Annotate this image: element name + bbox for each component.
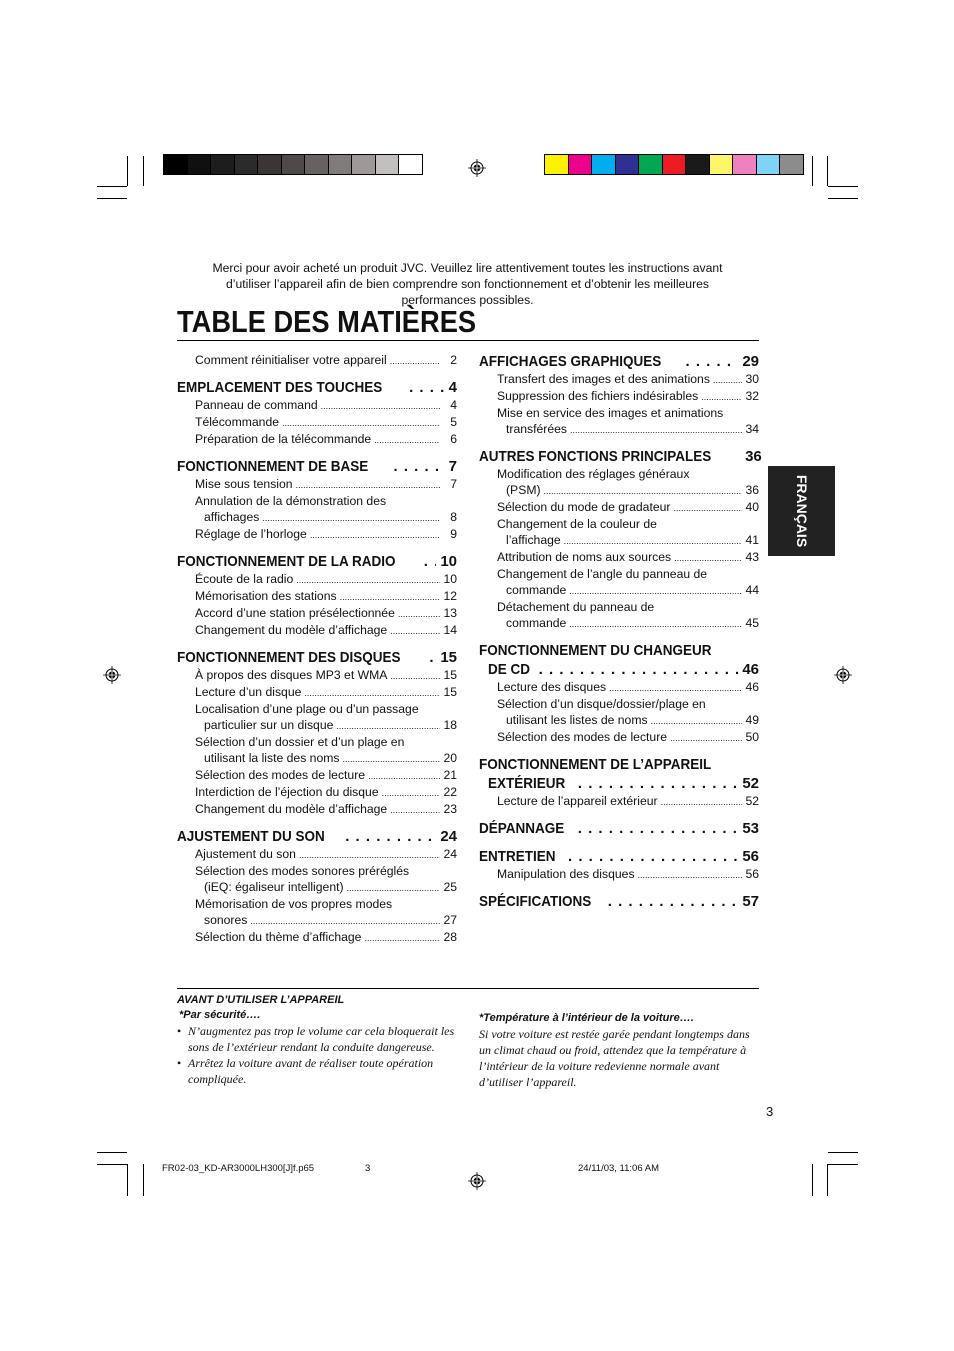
toc-item-label: sonores [204, 913, 248, 927]
leader-dots [390, 668, 440, 684]
toc-item-page: 27 [443, 913, 457, 927]
crop-mark [143, 1164, 144, 1196]
toc-item-label: Changement du modèle d’affichage [195, 623, 388, 637]
toc-item-page: 20 [443, 751, 457, 765]
toc-item [177, 605, 457, 622]
leader-dots [609, 680, 742, 696]
toc-item [177, 750, 457, 767]
toc-item [479, 712, 759, 729]
language-tab-label: FRANÇAIS [793, 474, 810, 548]
toc-item-label: Télécommande [195, 415, 279, 429]
toc-item-page: 15 [443, 668, 457, 682]
color-swatch [779, 155, 803, 174]
leader-dots [569, 583, 742, 599]
toc-section-page: 24 [440, 828, 457, 845]
toc-section-page: 7 [448, 458, 457, 475]
toc-item [177, 912, 457, 929]
toc-item [177, 667, 457, 684]
toc-section-page: 10 [440, 553, 457, 570]
leader-dots [382, 785, 440, 801]
toc-section-heading [177, 827, 457, 846]
color-swatch [234, 155, 258, 174]
toc-item [177, 879, 457, 896]
toc-section-page: 36 [745, 448, 762, 465]
safety-notes [177, 993, 457, 1087]
color-swatch [638, 155, 662, 174]
leader-dots [608, 892, 739, 911]
leader-dots [674, 550, 742, 566]
leader-dots [296, 572, 440, 588]
toc-item [479, 388, 759, 405]
toc-item-page: 4 [450, 398, 457, 412]
toc-section-page: 52 [742, 775, 759, 792]
safety-bullet: • Arrêtez la voiture avant de réaliser toute opération compliquée. [177, 1055, 457, 1087]
toc-section-heading [479, 774, 759, 793]
toc-item-label: Lecture d’un disque [195, 685, 302, 699]
color-swatch [398, 155, 422, 174]
toc-item-label: À propos des disques MP3 et WMA [195, 668, 388, 682]
toc-item [479, 549, 759, 566]
toc-item-page: 23 [443, 802, 457, 816]
leader-dots [345, 827, 436, 846]
leader-dots [390, 353, 440, 369]
toc-section-page: 15 [440, 649, 457, 666]
safety-bullet: • N’augmentez pas trop le volume car cela bloquerait les sons de l’extérieur rendant la conduite dangereuse. [177, 1023, 457, 1055]
crop-mark [97, 198, 127, 199]
toc-item-page: 25 [443, 880, 457, 894]
leader-dots [282, 415, 440, 431]
toc-section-title: EXTÉRIEUR [488, 775, 566, 792]
toc-item [177, 801, 457, 818]
toc-item [177, 588, 457, 605]
leader-dots [409, 378, 445, 397]
toc-item-page: 28 [443, 930, 457, 944]
toc-section-title: ENTRETIEN [479, 848, 556, 865]
leader-dots [364, 930, 440, 946]
toc-section [177, 827, 457, 946]
toc-item-label: Suppression des fichiers indésirables [497, 389, 699, 403]
crop-mark [828, 1152, 858, 1153]
page-number: 3 [766, 1104, 774, 1119]
toc-item [177, 684, 457, 701]
color-swatch [545, 155, 568, 174]
color-swatch [187, 155, 211, 174]
toc-item [177, 929, 457, 946]
toc-item [479, 615, 759, 632]
toc-section-title: FONCTIONNEMENT DES DISQUES [177, 649, 401, 666]
toc-section-heading [479, 847, 759, 866]
toc-section-heading [479, 641, 759, 660]
crop-mark [127, 1164, 128, 1196]
toc-item-page: 12 [443, 589, 457, 603]
toc-item-line: Changement de l’angle du panneau de [497, 567, 708, 581]
toc-item [177, 717, 457, 734]
color-swatch [164, 155, 187, 174]
toc-section-heading [177, 378, 457, 397]
toc-item [177, 509, 457, 526]
toc-item-label: Écoute de la radio [195, 572, 294, 586]
color-swatch [375, 155, 399, 174]
crop-mark [97, 1164, 127, 1165]
crop-mark [812, 156, 813, 186]
leader-dots [374, 432, 440, 448]
toc-item [479, 729, 759, 746]
toc-item-label: l’affichage [506, 533, 561, 547]
toc-item-label: Sélection du thème d’affichage [195, 930, 362, 944]
toc-section-title: FONCTIONNEMENT DE LA RADIO [177, 553, 396, 570]
color-swatch [709, 155, 733, 174]
toc-item-line: Détachement du panneau de [497, 600, 655, 614]
crop-mark [97, 186, 127, 187]
color-swatch [615, 155, 639, 174]
toc-right-column [479, 352, 762, 911]
toc-section-heading [177, 457, 457, 476]
toc-section-page: 29 [742, 353, 759, 370]
leader-dots [347, 880, 440, 896]
toc-section-title: DE CD [488, 661, 531, 678]
crop-mark [828, 186, 858, 187]
toc-section-page: 57 [742, 893, 759, 910]
leader-dots [394, 457, 445, 476]
toc-section [479, 819, 759, 838]
leader-dots [390, 802, 440, 818]
toc-item-label: Préparation de la télécommande [195, 432, 372, 446]
toc-section [479, 847, 759, 883]
leader-dots [262, 510, 440, 526]
color-swatch [210, 155, 234, 174]
leader-dots [296, 477, 440, 493]
toc-item-line: Sélection des modes sonores préréglés [195, 864, 410, 878]
toc-item [479, 532, 759, 549]
toc-item-page: 2 [450, 353, 457, 367]
toc-section [177, 457, 457, 543]
footer-file: FR02-03_KD-AR3000LH300[J]f.p65 [162, 1163, 315, 1174]
toc-item-page: 56 [745, 867, 759, 881]
leader-dots [424, 552, 437, 571]
toc-item [177, 526, 457, 543]
toc-item-label: particulier sur un disque [204, 718, 334, 732]
toc-item [177, 622, 457, 639]
toc-item [479, 866, 759, 883]
leader-dots [701, 389, 742, 405]
toc-item-label: (iEQ: égaliseur intelligent) [204, 880, 344, 894]
leader-dots [321, 398, 440, 414]
toc-item-page: 32 [745, 389, 759, 403]
color-swatch [257, 155, 281, 174]
toc-section-title: FONCTIONNEMENT DE BASE [177, 458, 369, 475]
toc-item-label: Manipulation des disques [497, 867, 635, 881]
leader-dots [539, 660, 739, 679]
footer-date: 24/11/03, 11:06 AM [578, 1163, 659, 1174]
toc-item-page: 21 [443, 768, 457, 782]
toc-item [479, 421, 759, 438]
crop-mark [143, 156, 144, 186]
toc-item-label: Mise sous tension [195, 477, 293, 491]
toc-item-label: Accord d’une station présélectionnée [195, 606, 395, 620]
leader-dots [340, 589, 440, 605]
toc-item-line: Sélection d’un dossier et d’un plage en [195, 735, 405, 749]
process-color-bar [544, 154, 804, 175]
color-swatch [568, 155, 592, 174]
toc-item-page: 10 [443, 572, 457, 586]
toc-section-page: 56 [742, 848, 759, 865]
temperature-text: Si votre voiture est restée garée pendant longtemps dans un climat chaud ou froid, attendez que la température à l’intérieur de la voiture redevienne normale avant d’utiliser l’appareil. [479, 1027, 750, 1089]
toc-item-label: Mémorisation des stations [195, 589, 337, 603]
toc-section-title: EMPLACEMENT DES TOUCHES [177, 379, 383, 396]
toc-item-line: Localisation d’une plage ou d’un passage [195, 702, 419, 716]
toc-section-title: AUTRES FONCTIONS PRINCIPALES [479, 448, 712, 465]
toc-section-heading [479, 352, 759, 371]
color-swatch [328, 155, 352, 174]
toc-item-page: 40 [745, 500, 759, 514]
toc-item-page: 22 [443, 785, 457, 799]
toc-item [177, 414, 457, 431]
safety-title: *Par sécurité…. [179, 1009, 261, 1021]
toc-left-column [177, 352, 457, 946]
toc-item-page: 52 [745, 794, 759, 808]
crop-mark [828, 198, 858, 199]
crop-mark [827, 1164, 828, 1196]
toc-item-label: utilisant les listes de noms [506, 713, 648, 727]
toc-item-page: 36 [745, 483, 759, 497]
leader-dots [570, 422, 742, 438]
toc-section [177, 378, 457, 448]
color-swatch [685, 155, 709, 174]
leader-dots [578, 819, 739, 838]
toc-item-label: Sélection des modes de lecture [195, 768, 366, 782]
toc-item [177, 352, 457, 369]
toc-section-heading [479, 660, 759, 679]
toc-item-line: Annulation de la démonstration des [195, 494, 387, 508]
toc-item-line: Mémorisation de vos propres modes [195, 897, 393, 911]
toc-section-heading [177, 648, 457, 667]
toc-item-page: 44 [745, 583, 759, 597]
toc-section [177, 648, 457, 818]
toc-item-page: 41 [745, 533, 759, 547]
toc-section-page: 53 [742, 820, 759, 837]
leader-dots [564, 533, 742, 549]
toc-section [177, 552, 457, 639]
toc-section-heading [177, 552, 457, 571]
toc-section-heading [479, 755, 759, 774]
toc-item-page: 8 [450, 510, 457, 524]
toc-item [479, 679, 759, 696]
leader-dots [390, 623, 440, 639]
leader-dots [250, 913, 440, 929]
leader-dots [336, 718, 440, 734]
toc-section-title: AFFICHAGES GRAPHIQUES [479, 353, 662, 370]
toc-section-title: FONCTIONNEMENT DE L’APPAREIL [479, 756, 712, 773]
toc-section [479, 755, 759, 810]
registration-target-icon [468, 1172, 486, 1190]
toc-item-page: 14 [443, 623, 457, 637]
crop-mark [97, 1152, 127, 1153]
toc-section-heading [479, 447, 762, 466]
toc-item [177, 846, 457, 863]
toc-item-page: 43 [745, 550, 759, 564]
color-swatch [591, 155, 615, 174]
toc-section-title: FONCTIONNEMENT DU CHANGEUR [479, 642, 712, 659]
title-divider [177, 340, 759, 341]
toc-item-page: 46 [745, 680, 759, 694]
toc-item-line: Mise en service des images et animations [497, 406, 724, 420]
toc-section [479, 641, 759, 746]
toc-item-line: Modification des réglages généraux [497, 467, 690, 481]
toc-item-label: commande [506, 583, 567, 597]
leader-dots [310, 527, 440, 543]
registration-target-icon [834, 666, 852, 684]
color-swatch [304, 155, 328, 174]
leader-dots [342, 751, 440, 767]
toc-item-label: Lecture des disques [497, 680, 607, 694]
toc-item-label: commande [506, 616, 567, 630]
toc-item [479, 371, 759, 388]
toc-item-label: Transfert des images et des animations [497, 372, 710, 386]
toc-section-title: SPÉCIFICATIONS [479, 893, 592, 910]
notes-divider [177, 988, 759, 989]
toc-section-title: DÉPANNAGE [479, 820, 565, 837]
leader-dots [368, 768, 440, 784]
toc-item-label: Réglage de l’horloge [195, 527, 307, 541]
toc-item-page: 30 [745, 372, 759, 386]
toc-item [177, 784, 457, 801]
grayscale-color-bar [163, 154, 423, 175]
toc-item-label: Panneau de command [195, 398, 318, 412]
leader-dots [304, 685, 440, 701]
registration-target-icon [468, 159, 486, 177]
leader-dots [544, 483, 742, 499]
color-swatch [351, 155, 375, 174]
toc-item-label: Sélection du mode de gradateur [497, 500, 671, 514]
toc-item-page: 34 [745, 422, 759, 436]
toc-item-label: (PSM) [506, 483, 541, 497]
toc-section-heading [479, 819, 759, 838]
crop-mark [127, 156, 128, 186]
toc-item-label: Attribution de noms aux sources [497, 550, 672, 564]
toc-item-label: Changement du modèle d’affichage [195, 802, 388, 816]
leader-dots [299, 847, 440, 863]
toc-item-label: Interdiction de l’éjection du disque [195, 785, 379, 799]
toc-item-line: Changement de la couleur de [497, 517, 657, 531]
leader-dots [578, 774, 738, 793]
toc-item-page: 7 [450, 477, 457, 491]
toc-section-page: 46 [742, 661, 759, 678]
toc-section [479, 892, 759, 911]
toc-item-label: Ajustement du son [195, 847, 296, 861]
leader-dots [661, 794, 742, 810]
temperature-notes [479, 1011, 759, 1090]
toc-item [177, 431, 457, 448]
toc-item [479, 482, 759, 499]
toc-item-line: Sélection d’un disque/dossier/plage en [497, 697, 706, 711]
leader-dots [651, 713, 742, 729]
toc-item-page: 9 [450, 527, 457, 541]
toc-section-heading [479, 892, 759, 911]
toc-section-title: AJUSTEMENT DU SON [177, 828, 325, 845]
toc-item-page: 6 [450, 432, 457, 446]
toc-item-label: Sélection des modes de lecture [497, 730, 668, 744]
leader-dots [713, 372, 742, 388]
toc-item [177, 571, 457, 588]
toc-item-page: 15 [443, 685, 457, 699]
toc-item-label: Lecture de l’appareil extérieur [497, 794, 658, 808]
toc-item-page: 50 [745, 730, 759, 744]
toc-item-label: utilisant la liste des noms [204, 751, 340, 765]
toc-item-page: 18 [443, 718, 457, 732]
language-tab [768, 466, 835, 556]
toc-item-page: 5 [450, 415, 457, 429]
crop-mark [827, 156, 828, 186]
crop-mark [828, 1164, 858, 1165]
toc-section-page: 4 [448, 379, 457, 396]
leader-dots [638, 867, 742, 883]
footer-page: 3 [365, 1163, 371, 1174]
toc-section [479, 352, 759, 438]
temperature-title: *Température à l’intérieur de la voiture…. [479, 1012, 694, 1024]
leader-dots [398, 606, 440, 622]
toc-item-page: 13 [443, 606, 457, 620]
toc-item-label: Comment réinitialiser votre appareil [195, 353, 387, 367]
toc-item [177, 397, 457, 414]
toc-section [479, 447, 762, 632]
toc-item-label: transférées [506, 422, 567, 436]
toc-item [177, 767, 457, 784]
color-swatch [756, 155, 780, 174]
toc-item [479, 793, 759, 810]
color-swatch [732, 155, 756, 174]
leader-dots [429, 648, 436, 667]
toc-item-label: affichages [204, 510, 260, 524]
leader-dots [569, 616, 742, 632]
color-swatch [281, 155, 305, 174]
leader-dots [568, 847, 738, 866]
toc-item-page: 24 [443, 847, 457, 861]
leader-dots [670, 730, 742, 746]
notes-heading: AVANT D’UTILISER L’APPAREIL [177, 994, 345, 1006]
toc-item [479, 499, 759, 516]
toc-item-page: 49 [745, 713, 759, 727]
page-title: TABLE DES MATIÈRES [177, 304, 477, 339]
color-swatch [662, 155, 686, 174]
toc-item [479, 582, 759, 599]
toc-item [177, 476, 457, 493]
toc-item-page: 45 [745, 616, 759, 630]
leader-dots [686, 352, 739, 371]
toc-section [177, 352, 457, 369]
leader-dots [673, 500, 742, 516]
registration-target-icon [103, 666, 121, 684]
intro-text: Merci pour avoir acheté un produit JVC. Veuillez lire attentivement toutes les instructions avant d’utiliser l’appareil afin de bien comprendre son fonctionnement et d’obtenir les meilleures performances possibles. [212, 261, 723, 307]
crop-mark [812, 1164, 813, 1196]
